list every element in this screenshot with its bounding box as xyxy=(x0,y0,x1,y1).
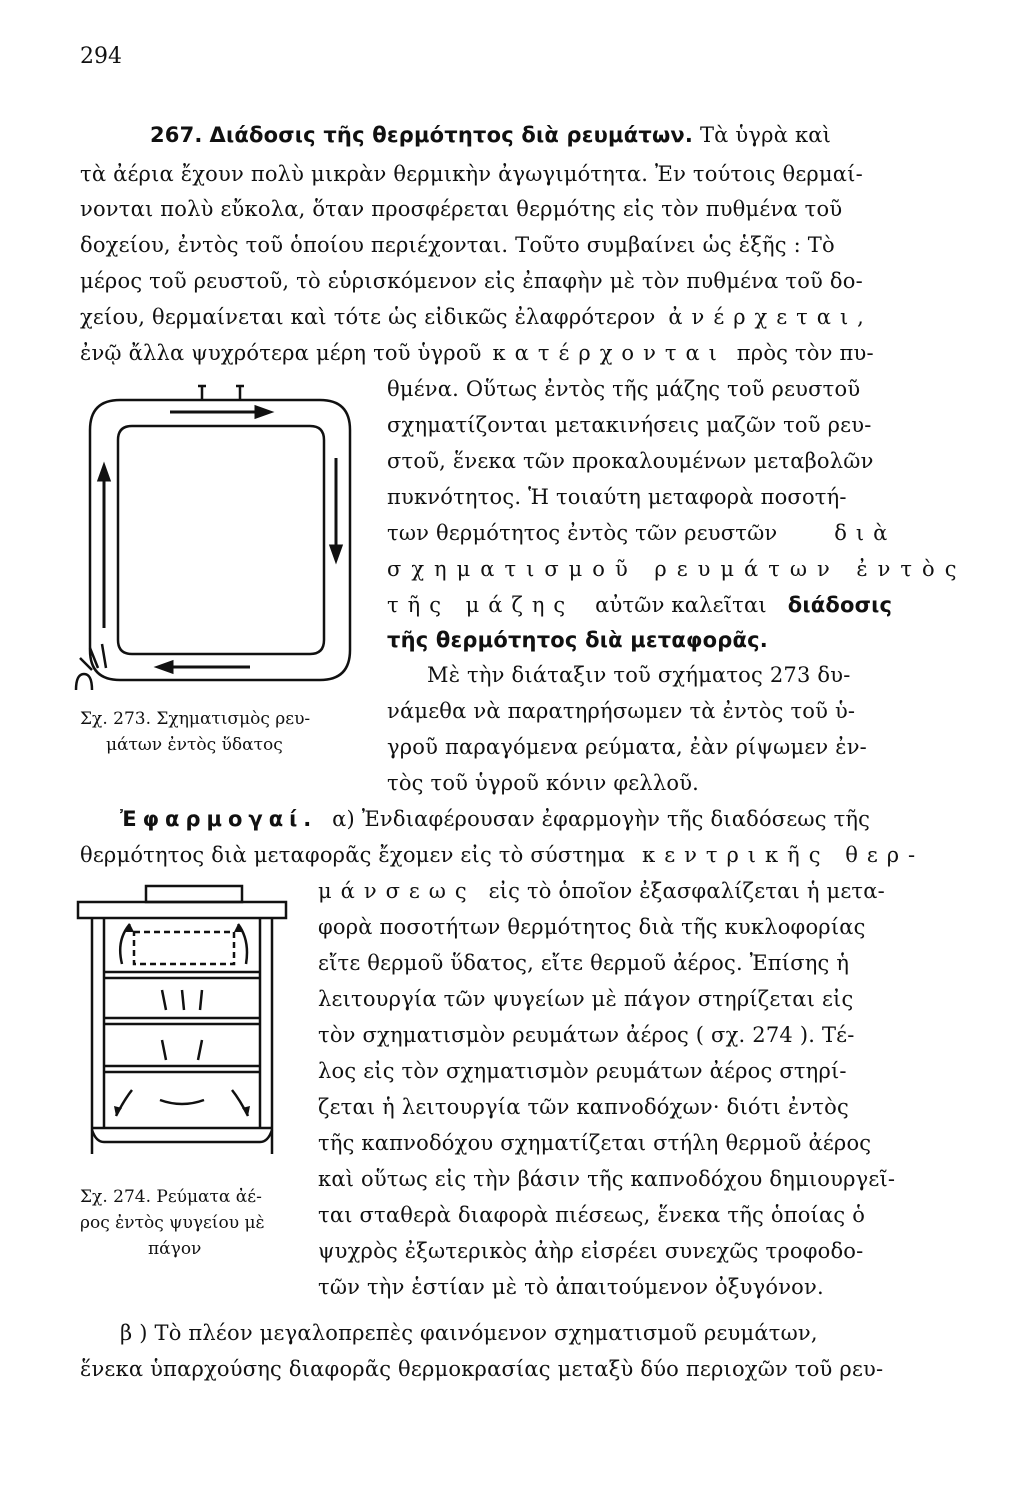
text-line: λειτουργία τῶν ψυγείων μὲ πάγον στηρίζεται εἰς xyxy=(318,987,854,1011)
emphasis-span: ἀνέρχεται, xyxy=(668,305,873,329)
text-line: πυκνότητος. Ἡ τοιαύτη μεταφορὰ ποσοτή- xyxy=(387,485,847,509)
emphasis-span: τῆς μάζης xyxy=(387,593,575,617)
text-line: γροῦ παραγόμενα ρεύματα, ἐὰν ρίψωμεν ἐν- xyxy=(387,735,867,759)
text-line: β ) Τὸ πλέον μεγαλοπρεπὲς φαινόμενον σχηματισμοῦ ρευμάτων, xyxy=(120,1321,818,1345)
emphasis-span: κατέρχονται xyxy=(492,341,726,365)
figure-274-icebox xyxy=(72,880,292,1160)
text-span: των θερμότητος ἐντὸς τῶν ρευστῶν xyxy=(387,521,778,545)
text-line: Τὰ ὑγρὰ καὶ xyxy=(699,123,832,147)
text-line-with-emphasis xyxy=(387,520,896,546)
section-number: 267. xyxy=(150,123,203,147)
text-line: νάμεθα νὰ παρατηρήσωμεν τὰ ἐντὸς τοῦ ὑ- xyxy=(387,699,856,723)
figure-274-caption-line: ρος ἐντὸς ψυγείου μὲ xyxy=(80,1213,265,1233)
page-number: 294 xyxy=(80,44,122,69)
text-span: χείου, θερμαίνεται καὶ τότε ὡς εἰδικῶς ἐλαφρότερον xyxy=(80,305,656,329)
text-line: τὰ ἀέρια ἔχουν πολὺ μικρὰν θερμικὴν ἀγωγιμότητα. Ἐν τούτοις θερμαί- xyxy=(80,162,863,186)
text-line: ζεται ἡ λειτουργία τῶν καπνοδόχων· διότι ἐντὸς xyxy=(318,1095,849,1119)
emphasis-span: διὰ xyxy=(834,521,897,545)
text-span: εἰς τὸ ὁποῖον ἐξασφαλίζεται ἡ μετα- xyxy=(488,879,885,903)
text-line: δοχείου, ἐντὸς τοῦ ὁποίου περιέχονται. Τοῦτο συμβαίνει ὡς ἑξῆς : Τὸ xyxy=(80,233,835,257)
key-term-line: τῆς θερμότητος διὰ μεταφορᾶς. xyxy=(387,628,768,652)
text-line: εἴτε θερμοῦ ὕδατος, εἴτε θερμοῦ ἀέρος. Ἐπίσης ἡ xyxy=(318,951,850,975)
text-line: τῆς καπνοδόχου σχηματίζεται στήλη θερμοῦ ἀέρος xyxy=(318,1131,872,1155)
figure-273-caption-line: Σχ. 273. Σχηματισμὸς ρευ- xyxy=(80,709,311,729)
text-span: α) Ἐνδιαφέρουσαν ἐφαρμογὴν τῆς διαδόσεως τῆς xyxy=(332,807,871,831)
text-line: σχηματίζονται μετακινήσεις μαζῶν τοῦ ρευ- xyxy=(387,413,872,437)
text-line: στοῦ, ἕνεκα τῶν προκαλουμένων μεταβολῶν xyxy=(387,449,874,473)
applications-heading-line xyxy=(120,806,870,832)
emphasis-line: σχηματισμοῦ ρευμάτων ἐντὸς xyxy=(387,557,967,581)
text-line: φορὰ ποσοτήτων θερμότητος διὰ τῆς κυκλοφορίας xyxy=(318,915,866,939)
text-line-with-emphasis xyxy=(318,878,885,904)
section-heading-line xyxy=(150,122,831,148)
text-span: ἐνῷ ἄλλα ψυχρότερα μέρη τοῦ ὑγροῦ xyxy=(80,341,482,365)
text-line: τὸν σχηματισμὸν ρευμάτων ἀέρος ( σχ. 274 ). Τέ- xyxy=(318,1023,855,1047)
emphasis-span: κεντρικῆς θερ- xyxy=(642,843,925,867)
text-line: ψυχρὸς ἐξωτερικὸς ἀὴρ εἰσρέει συνεχῶς τροφοδο- xyxy=(318,1239,864,1263)
figure-273-convection-loop xyxy=(70,378,370,698)
text-span: θερμότητος διὰ μεταφορᾶς ἔχομεν εἰς τὸ σύστημα xyxy=(80,843,626,867)
text-line: λος εἰς τὸν σχηματισμὸν ρευμάτων ἀέρος στηρί- xyxy=(318,1059,847,1083)
emphasis-span: μάνσεως xyxy=(318,879,476,903)
text-span: αὐτῶν καλεῖται xyxy=(595,593,767,617)
section-title: Διάδοσις τῆς θερμότητος διὰ ρευμάτων. xyxy=(209,123,694,147)
text-span: πρὸς τὸν πυ- xyxy=(736,341,874,365)
figure-274-caption-line: πάγον xyxy=(148,1239,202,1259)
text-line: τὸς τοῦ ὑγροῦ κόνιν φελλοῦ. xyxy=(387,771,700,795)
text-line: καὶ οὕτως εἰς τὴν βάσιν τῆς καπνοδόχου δημιουργεῖ- xyxy=(318,1167,896,1191)
text-line: θμένα. Οὕτως ἐντὸς τῆς μάζης τοῦ ρευστοῦ xyxy=(387,377,861,401)
text-line: νονται πολὺ εὔκολα, ὅταν προσφέρεται θερμότης εἰς τὸν πυθμένα τοῦ xyxy=(80,197,843,221)
text-line: ἕνεκα ὑπαρχούσης διαφορᾶς θερμοκρασίας μεταξὺ δύο περιοχῶν τοῦ ρευ- xyxy=(80,1357,884,1381)
text-line-with-term xyxy=(387,592,892,618)
figure-274-caption-line: Σχ. 274. Ρεύματα ἀέ- xyxy=(80,1187,262,1207)
text-line: ται σταθερὰ διαφορὰ πιέσεως, ἕνεκα τῆς ὁποίας ὁ xyxy=(318,1203,866,1227)
text-line-with-emphasis xyxy=(80,304,873,330)
text-line: μέρος τοῦ ρευστοῦ, τὸ εὑρισκόμενον εἰς ἐπαφὴν μὲ τὸν πυθμένα τοῦ δο- xyxy=(80,269,863,293)
text-line: τῶν τὴν ἑστίαν μὲ τὸ ἀπαιτούμενον ὀξυγόνον. xyxy=(318,1275,824,1299)
text-line-with-emphasis xyxy=(80,340,874,366)
key-term: διάδοσις xyxy=(787,593,893,617)
text-line: Μὲ τὴν διάταξιν τοῦ σχήματος 273 δυ- xyxy=(427,663,851,687)
figure-273-caption-line: μάτων ἐντὸς ὕδατος xyxy=(106,735,283,755)
text-line-with-emphasis xyxy=(80,842,924,868)
applications-heading: Ἐφαρμογαί. xyxy=(120,807,318,831)
